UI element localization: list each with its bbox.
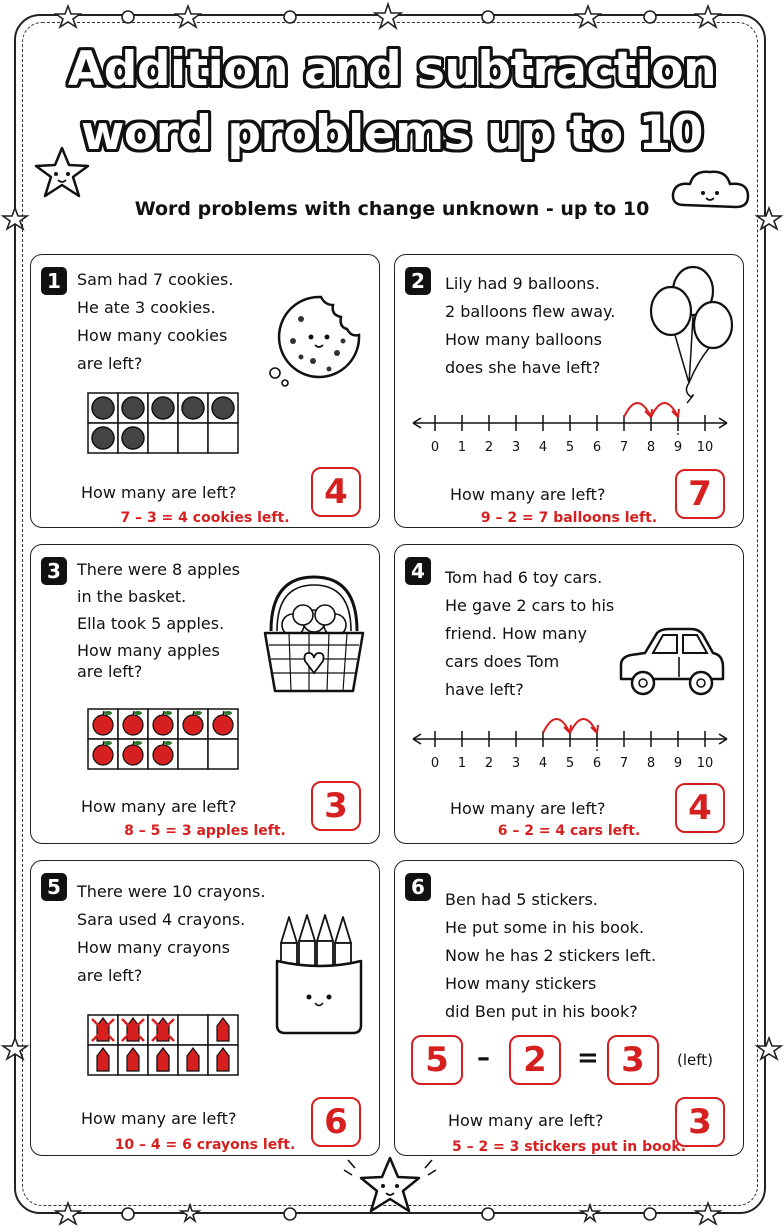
- problem-text-line: did Ben put in his book?: [445, 1002, 638, 1021]
- cookie-counter: [182, 397, 204, 419]
- problem-number: 2: [405, 267, 431, 295]
- star-icon: [56, 6, 80, 27]
- equation-text: 5 – 2 = 3 stickers put in book.: [451, 1139, 687, 1155]
- problem-text-line: Sara used 4 crayons.: [77, 910, 246, 929]
- problem-text-line: are left?: [77, 662, 143, 681]
- number-line-label: 10: [696, 756, 714, 771]
- page-title-line-2: word problems up to 10: [81, 106, 703, 161]
- question-label: How many are left?: [450, 485, 606, 504]
- apple-counter: [123, 715, 143, 735]
- number-line-label: 8: [646, 440, 656, 455]
- answer-box[interactable]: 4: [311, 467, 361, 517]
- star-icon: [757, 1038, 781, 1059]
- apple-counter: [153, 715, 173, 735]
- ten-frame-cell: [178, 1015, 208, 1045]
- hop-arrow: [624, 403, 651, 417]
- number-line-label: 2: [484, 440, 494, 455]
- ten-frame-cell: [178, 739, 208, 769]
- apple-counter: [183, 715, 203, 735]
- problem-text-line: Lily had 9 balloons.: [445, 274, 600, 293]
- crayon-box-icon: [273, 913, 369, 1037]
- question-label: How many are left?: [450, 799, 606, 818]
- apple-counter: [93, 745, 113, 765]
- apple-stem: [223, 711, 224, 715]
- problem-text-line: There were 8 apples: [77, 560, 241, 579]
- problem-text-line: He put some in his book.: [445, 918, 645, 937]
- apple-stem: [103, 741, 104, 745]
- left-label: (left): [677, 1051, 713, 1069]
- equation-text: 7 – 3 = 4 cookies left.: [120, 510, 290, 526]
- hop-arrow: [570, 719, 597, 733]
- number-line-label: 4: [538, 440, 548, 455]
- problem-text-line: Ella took 5 apples.: [77, 614, 225, 633]
- number-line: [409, 699, 729, 779]
- problem-text-line: He ate 3 cookies.: [77, 298, 216, 317]
- apple-stem: [163, 711, 164, 715]
- equation-text: 9 – 2 = 7 balloons left.: [480, 510, 658, 526]
- problem-text-line: How many cookies: [77, 326, 228, 345]
- apple-stem: [163, 741, 164, 745]
- equation-text: 10 – 4 = 6 crayons left.: [114, 1137, 296, 1153]
- ten-frame-cell: [208, 739, 238, 769]
- ten-frame-cell: [148, 423, 178, 453]
- problem-text-line: have left?: [445, 680, 524, 699]
- question-label: How many are left?: [81, 797, 237, 816]
- apple-leaf: [164, 711, 172, 715]
- hop-arrow: [651, 403, 678, 417]
- ten-frame: [86, 1013, 276, 1083]
- equals-sign: =: [577, 1043, 599, 1073]
- problem-text-line: How many balloons: [445, 330, 602, 349]
- answer-box[interactable]: 6: [311, 1097, 361, 1147]
- problem-text-line: are left?: [77, 966, 143, 985]
- equation-box-result[interactable]: 3: [607, 1035, 659, 1085]
- apple-leaf: [164, 741, 172, 745]
- number-line-label: 3: [511, 756, 521, 771]
- toy-car-icon: [615, 627, 727, 699]
- page-title-line-1: Addition and subtraction: [67, 42, 717, 97]
- apple-counter: [213, 715, 233, 735]
- number-line-label: 1: [457, 756, 467, 771]
- answer-box[interactable]: 3: [311, 781, 361, 831]
- problem-text-line: He gave 2 cars to his: [445, 596, 615, 615]
- apple-leaf: [104, 711, 112, 715]
- apple-stem: [193, 711, 194, 715]
- cookie-counter: [92, 397, 114, 419]
- problem-text-line: does she have left?: [445, 358, 601, 377]
- smiling-star-icon: [344, 1158, 436, 1211]
- equation-box-start[interactable]: 5: [411, 1035, 463, 1085]
- number-line-label: 7: [619, 440, 629, 455]
- star-icon: [696, 1203, 720, 1224]
- cookie-icon: [271, 291, 371, 387]
- problem-card-3: [30, 544, 380, 844]
- problem-text-line: friend. How many: [445, 624, 587, 643]
- problem-number: 4: [405, 557, 431, 585]
- star-icon: [375, 4, 401, 28]
- number-line-label: 1: [457, 440, 467, 455]
- problem-number: 1: [41, 267, 67, 295]
- question-label: How many are left?: [81, 1109, 237, 1128]
- hop-arrow: [543, 719, 570, 733]
- star-icon: [176, 6, 200, 27]
- apple-stem: [133, 711, 134, 715]
- apple-leaf: [134, 711, 142, 715]
- number-line-label: 9: [673, 440, 683, 455]
- equation-box-change[interactable]: 2: [509, 1035, 561, 1085]
- minus-sign: –: [477, 1043, 490, 1073]
- problem-card-1: [30, 254, 380, 528]
- number-line-label: 7: [619, 756, 629, 771]
- number-line: [409, 383, 729, 463]
- star-icon: [696, 6, 720, 27]
- cookie-counter: [122, 427, 144, 449]
- cookie-counter: [92, 427, 114, 449]
- number-line-label: 9: [673, 756, 683, 771]
- answer-box[interactable]: 3: [675, 1097, 725, 1147]
- problem-text-line: in the basket.: [77, 587, 187, 606]
- question-label: How many are left?: [81, 483, 237, 502]
- apple-leaf: [104, 741, 112, 745]
- number-line-label: 2: [484, 756, 494, 771]
- star-icon: [181, 1205, 199, 1221]
- apple-stem: [133, 741, 134, 745]
- number-line-label: 10: [696, 440, 714, 455]
- cookie-counter: [122, 397, 144, 419]
- problem-text-line: Sam had 7 cookies.: [77, 270, 234, 289]
- number-line-label: 6: [592, 440, 602, 455]
- problem-text-line: 2 balloons flew away.: [445, 302, 616, 321]
- problem-text-line: are left?: [77, 354, 143, 373]
- problem-text-line: Tom had 6 toy cars.: [445, 568, 603, 587]
- number-line-label: 5: [565, 440, 575, 455]
- ten-frame: [86, 391, 276, 461]
- problem-text-line: Now he has 2 stickers left.: [445, 946, 657, 965]
- problem-text-line: How many apples: [77, 641, 220, 660]
- problem-text-line: How many crayons: [77, 938, 230, 957]
- number-line-label: 6: [592, 756, 602, 771]
- page-subtitle: Word problems with change unknown - up to 10: [134, 198, 650, 220]
- number-line-label: 0: [430, 756, 440, 771]
- star-icon: [3, 1038, 27, 1059]
- star-icon: [581, 1205, 599, 1221]
- apple-counter: [93, 715, 113, 735]
- number-line-label: 8: [646, 756, 656, 771]
- number-line-label: 5: [565, 756, 575, 771]
- ten-frame-cell: [178, 423, 208, 453]
- ten-frame-cell: [208, 423, 238, 453]
- number-line-label: 3: [511, 440, 521, 455]
- cookie-counter: [212, 397, 234, 419]
- number-line-label: 0: [430, 440, 440, 455]
- apple-basket-icon: [259, 573, 369, 695]
- apple-counter: [123, 745, 143, 765]
- number-line-label: 4: [538, 756, 548, 771]
- apple-leaf: [134, 741, 142, 745]
- problem-number: 6: [405, 873, 431, 901]
- problem-text-line: How many stickers: [445, 974, 597, 993]
- question-label: How many are left?: [448, 1111, 604, 1130]
- balloons-icon: [647, 263, 737, 403]
- apple-leaf: [194, 711, 202, 715]
- problem-number: 3: [41, 557, 67, 585]
- apple-counter: [153, 745, 173, 765]
- answer-box[interactable]: 7: [675, 469, 725, 519]
- star-icon: [56, 1203, 80, 1224]
- problem-text-line: Ben had 5 stickers.: [445, 890, 598, 909]
- problem-card-4: [394, 544, 744, 844]
- problem-card-6: [394, 860, 744, 1156]
- star-icon: [576, 6, 600, 27]
- cookie-counter: [152, 397, 174, 419]
- apple-stem: [103, 711, 104, 715]
- problem-card-2: [394, 254, 744, 528]
- ten-frame: [86, 707, 276, 777]
- problem-number: 5: [41, 873, 67, 901]
- apple-leaf: [224, 711, 232, 715]
- equation-text: 6 – 2 = 4 cars left.: [497, 823, 641, 839]
- problem-text-line: There were 10 crayons.: [77, 882, 266, 901]
- problem-text-line: cars does Tom: [445, 652, 560, 671]
- problem-card-5: [30, 860, 380, 1156]
- equation-text: 8 – 5 = 3 apples left.: [124, 823, 286, 839]
- answer-box[interactable]: 4: [675, 783, 725, 833]
